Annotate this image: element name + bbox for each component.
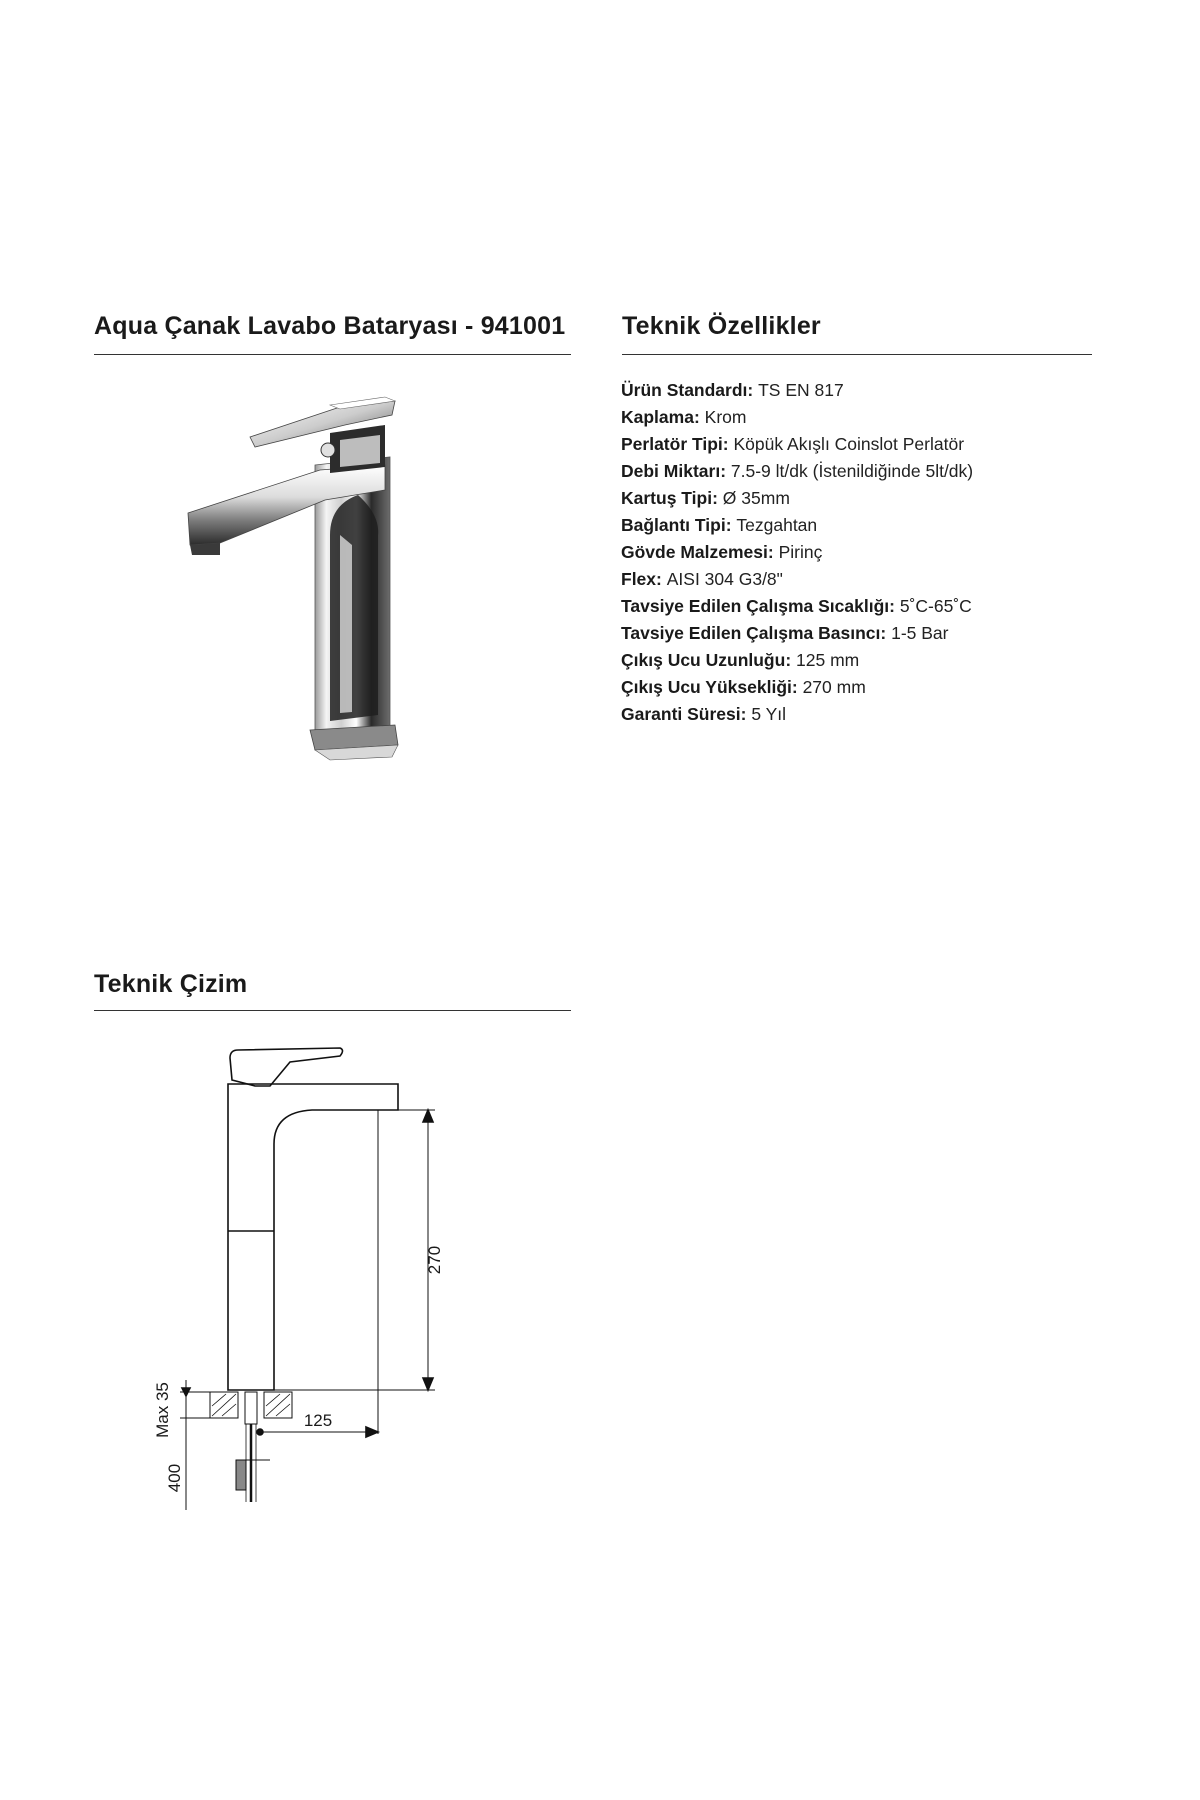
- spec-value: 270 mm: [802, 677, 866, 697]
- spec-value: 7.5-9 lt/dk (İstenildiğinde 5lt/dk): [730, 461, 974, 481]
- dim-height-label: 270: [425, 1245, 444, 1275]
- dim-length-label: 125: [303, 1411, 333, 1430]
- spec-value: TS EN 817: [758, 380, 844, 400]
- product-title-divider: [94, 354, 571, 355]
- spec-row: Perlatör Tipi: Köpük Akışlı Coinslot Perlatör: [621, 434, 965, 454]
- faucet-photo: [180, 395, 420, 775]
- spec-key: Tavsiye Edilen Çalışma Sıcaklığı: [621, 596, 890, 616]
- dim-flex-label: 400: [165, 1463, 184, 1493]
- spec-row: Flex: AISI 304 G3/8": [621, 569, 783, 589]
- specs-title: Teknik Özellikler: [622, 312, 821, 340]
- spec-key: Tavsiye Edilen Çalışma Basıncı: [621, 623, 881, 643]
- spec-value: Ø 35mm: [722, 488, 790, 508]
- spec-row: Gövde Malzemesi: Pirinç: [621, 542, 823, 562]
- technical-drawing: [140, 1040, 460, 1520]
- product-title: Aqua Çanak Lavabo Bataryası - 941001: [94, 312, 566, 340]
- spec-key: Gövde Malzemesi: [621, 542, 768, 562]
- spec-row: Tavsiye Edilen Çalışma Sıcaklığı: 5˚C-65˚C: [621, 596, 972, 616]
- specs-title-divider: [622, 354, 1092, 355]
- dim-max-label: Max 35: [153, 1382, 172, 1438]
- drawing-title-divider: [94, 1010, 571, 1011]
- spec-list: [621, 377, 1141, 728]
- spec-value: 125 mm: [796, 650, 860, 670]
- spec-value: Köpük Akışlı Coinslot Perlatör: [733, 434, 965, 454]
- spec-value: 1-5 Bar: [891, 623, 949, 643]
- spec-key: Perlatör Tipi: [621, 434, 723, 454]
- spec-row: Tavsiye Edilen Çalışma Basıncı: 1-5 Bar: [621, 623, 949, 643]
- spec-value: 5 Yıl: [751, 704, 787, 724]
- spec-key: Çıkış Ucu Yüksekliği: [621, 677, 792, 697]
- spec-value: Pirinç: [778, 542, 823, 562]
- spec-key: Flex: [621, 569, 657, 589]
- spec-row: Kaplama: Krom: [621, 407, 747, 427]
- drawing-title: Teknik Çizim: [94, 970, 248, 998]
- spec-row: Çıkış Ucu Uzunluğu: 125 mm: [621, 650, 860, 670]
- spec-key: Garanti Süresi: [621, 704, 741, 724]
- spec-key: Debi Miktarı: [621, 461, 721, 481]
- spec-row: Debi Miktarı: 7.5-9 lt/dk (İstenildiğinde 5lt/dk): [621, 461, 974, 481]
- spec-row: Kartuş Tipi: Ø 35mm: [621, 488, 790, 508]
- spec-value: 5˚C-65˚C: [899, 596, 972, 616]
- spec-key: Çıkış Ucu Uzunluğu: [621, 650, 786, 670]
- spec-key: Kaplama: [621, 407, 694, 427]
- spec-key: Bağlantı Tipi: [621, 515, 726, 535]
- spec-row: Ürün Standardı: TS EN 817: [621, 380, 844, 400]
- spec-value: AISI 304 G3/8": [666, 569, 783, 589]
- spec-value: Tezgahtan: [736, 515, 818, 535]
- spec-key: Ürün Standardı: [621, 380, 748, 400]
- spec-row: Çıkış Ucu Yüksekliği: 270 mm: [621, 677, 866, 697]
- spec-row: Garanti Süresi: 5 Yıl: [621, 704, 787, 724]
- spec-value: Krom: [704, 407, 747, 427]
- spec-key: Kartuş Tipi: [621, 488, 713, 508]
- spec-row: Bağlantı Tipi: Tezgahtan: [621, 515, 818, 535]
